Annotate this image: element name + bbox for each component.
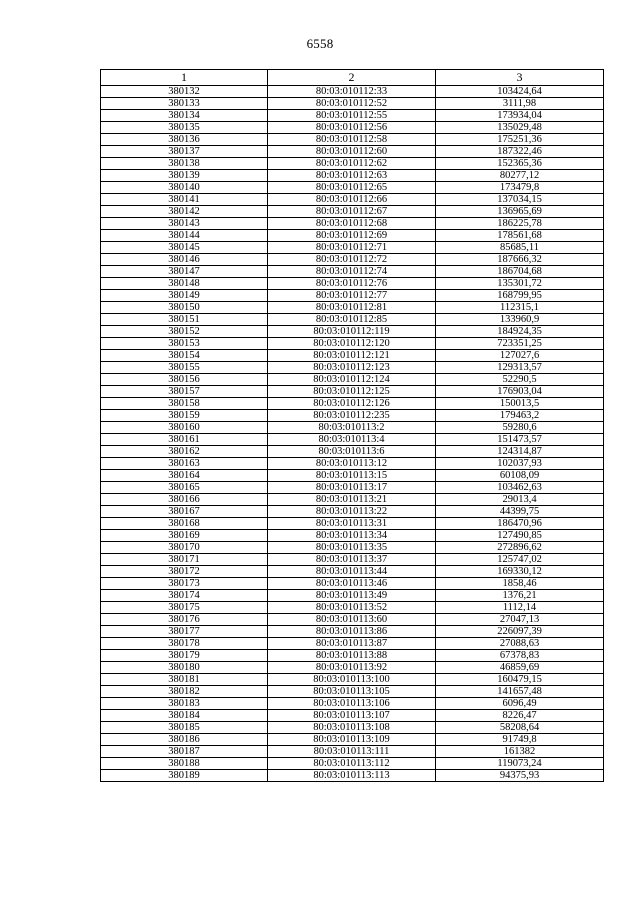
value-cell: 58208,64	[436, 722, 604, 734]
cadastral-number-cell: 80:03:010113:109	[268, 734, 436, 746]
table-body	[101, 86, 604, 782]
value-cell: 176903,04	[436, 386, 604, 398]
cadastral-number-cell: 80:03:010113:52	[268, 602, 436, 614]
cadastral-number-cell: 80:03:010113:17	[268, 482, 436, 494]
row-id-cell: 380148	[101, 278, 268, 290]
table-row	[101, 362, 604, 374]
row-id-cell: 380142	[101, 206, 268, 218]
cadastral-number-cell: 80:03:010112:120	[268, 338, 436, 350]
table-row	[101, 722, 604, 734]
cadastral-number-cell: 80:03:010112:123	[268, 362, 436, 374]
row-id-cell: 380176	[101, 614, 268, 626]
table-row	[101, 626, 604, 638]
cadastral-number-cell: 80:03:010113:107	[268, 710, 436, 722]
cadastral-number-cell: 80:03:010113:2	[268, 422, 436, 434]
row-id-cell: 380144	[101, 230, 268, 242]
cadastral-number-cell: 80:03:010112:76	[268, 278, 436, 290]
cadastral-number-cell: 80:03:010112:69	[268, 230, 436, 242]
table-row	[101, 422, 604, 434]
row-id-cell: 380138	[101, 158, 268, 170]
row-id-cell: 380183	[101, 698, 268, 710]
row-id-cell: 380178	[101, 638, 268, 650]
row-id-cell: 380182	[101, 686, 268, 698]
row-id-cell: 380175	[101, 602, 268, 614]
cadastral-number-cell: 80:03:010112:52	[268, 98, 436, 110]
cadastral-number-cell: 80:03:010113:46	[268, 578, 436, 590]
row-id-cell: 380172	[101, 566, 268, 578]
table-row	[101, 638, 604, 650]
value-cell: 112315,1	[436, 302, 604, 314]
row-id-cell: 380165	[101, 482, 268, 494]
cadastral-number-cell: 80:03:010112:67	[268, 206, 436, 218]
table-row	[101, 110, 604, 122]
table-row	[101, 182, 604, 194]
cadastral-number-cell: 80:03:010112:85	[268, 314, 436, 326]
table-row	[101, 506, 604, 518]
row-id-cell: 380159	[101, 410, 268, 422]
row-id-cell: 380146	[101, 254, 268, 266]
table-row	[101, 158, 604, 170]
value-cell: 124314,87	[436, 446, 604, 458]
value-cell: 94375,93	[436, 770, 604, 782]
value-cell: 85685,11	[436, 242, 604, 254]
row-id-cell: 380167	[101, 506, 268, 518]
cadastral-number-cell: 80:03:010113:37	[268, 554, 436, 566]
row-id-cell: 380160	[101, 422, 268, 434]
row-id-cell: 380161	[101, 434, 268, 446]
cadastral-number-cell: 80:03:010112:66	[268, 194, 436, 206]
row-id-cell: 380153	[101, 338, 268, 350]
cadastral-number-cell: 80:03:010112:124	[268, 374, 436, 386]
value-cell: 133960,9	[436, 314, 604, 326]
value-cell: 272896,62	[436, 542, 604, 554]
row-id-cell: 380185	[101, 722, 268, 734]
row-id-cell: 380143	[101, 218, 268, 230]
row-id-cell: 380168	[101, 518, 268, 530]
row-id-cell: 380177	[101, 626, 268, 638]
value-cell: 135029,48	[436, 122, 604, 134]
row-id-cell: 380152	[101, 326, 268, 338]
table-row	[101, 674, 604, 686]
cadastral-number-cell: 80:03:010112:58	[268, 134, 436, 146]
row-id-cell: 380150	[101, 302, 268, 314]
row-id-cell: 380174	[101, 590, 268, 602]
value-cell: 127490,85	[436, 530, 604, 542]
table-row	[101, 734, 604, 746]
table-row	[101, 662, 604, 674]
header-row	[101, 70, 604, 86]
cadastral-number-cell: 80:03:010112:63	[268, 170, 436, 182]
table-header	[101, 70, 604, 86]
row-id-cell: 380162	[101, 446, 268, 458]
data-table	[100, 69, 604, 782]
cadastral-number-cell: 80:03:010113:6	[268, 446, 436, 458]
cadastral-number-cell: 80:03:010113:111	[268, 746, 436, 758]
table-row	[101, 314, 604, 326]
row-id-cell: 380170	[101, 542, 268, 554]
value-cell: 136965,69	[436, 206, 604, 218]
value-cell: 52290,5	[436, 374, 604, 386]
value-cell: 119073,24	[436, 758, 604, 770]
cadastral-number-cell: 80:03:010113:44	[268, 566, 436, 578]
table-row	[101, 206, 604, 218]
value-cell: 187666,32	[436, 254, 604, 266]
table-row	[101, 398, 604, 410]
table-row	[101, 746, 604, 758]
value-cell: 3111,98	[436, 98, 604, 110]
value-cell: 137034,15	[436, 194, 604, 206]
table-row	[101, 458, 604, 470]
table-row	[101, 254, 604, 266]
cadastral-number-cell: 80:03:010112:33	[268, 86, 436, 98]
row-id-cell: 380154	[101, 350, 268, 362]
table-row	[101, 758, 604, 770]
table-row	[101, 266, 604, 278]
cadastral-number-cell: 80:03:010112:60	[268, 146, 436, 158]
row-id-cell: 380141	[101, 194, 268, 206]
value-cell: 125747,02	[436, 554, 604, 566]
cadastral-number-cell: 80:03:010112:74	[268, 266, 436, 278]
row-id-cell: 380163	[101, 458, 268, 470]
table-row	[101, 686, 604, 698]
value-cell: 161382	[436, 746, 604, 758]
value-cell: 173479,8	[436, 182, 604, 194]
cadastral-number-cell: 80:03:010113:35	[268, 542, 436, 554]
table-row	[101, 698, 604, 710]
table-row	[101, 338, 604, 350]
table-row	[101, 434, 604, 446]
row-id-cell: 380134	[101, 110, 268, 122]
row-id-cell: 380149	[101, 290, 268, 302]
cadastral-number-cell: 80:03:010112:119	[268, 326, 436, 338]
row-id-cell: 380156	[101, 374, 268, 386]
table-row	[101, 302, 604, 314]
cadastral-number-cell: 80:03:010113:113	[268, 770, 436, 782]
table-row	[101, 374, 604, 386]
value-cell: 178561,68	[436, 230, 604, 242]
cadastral-number-cell: 80:03:010113:88	[268, 650, 436, 662]
table-row	[101, 566, 604, 578]
cadastral-number-cell: 80:03:010113:22	[268, 506, 436, 518]
value-cell: 141657,48	[436, 686, 604, 698]
cadastral-number-cell: 80:03:010113:92	[268, 662, 436, 674]
table-row	[101, 590, 604, 602]
value-cell: 8226,47	[436, 710, 604, 722]
table-row	[101, 578, 604, 590]
value-cell: 80277,12	[436, 170, 604, 182]
cadastral-number-cell: 80:03:010112:56	[268, 122, 436, 134]
page-number: 6558	[306, 36, 334, 51]
row-id-cell: 380135	[101, 122, 268, 134]
value-cell: 175251,36	[436, 134, 604, 146]
cadastral-number-cell: 80:03:010113:87	[268, 638, 436, 650]
row-id-cell: 380136	[101, 134, 268, 146]
column-header-1: 1	[101, 70, 268, 86]
value-cell: 46859,69	[436, 662, 604, 674]
value-cell: 150013,5	[436, 398, 604, 410]
cadastral-number-cell: 80:03:010112:71	[268, 242, 436, 254]
value-cell: 129313,57	[436, 362, 604, 374]
table-row	[101, 410, 604, 422]
cadastral-number-cell: 80:03:010112:125	[268, 386, 436, 398]
table-row	[101, 542, 604, 554]
cadastral-number-cell: 80:03:010112:235	[268, 410, 436, 422]
column-header-3: 3	[436, 70, 604, 86]
row-id-cell: 380132	[101, 86, 268, 98]
row-id-cell: 380187	[101, 746, 268, 758]
cadastral-number-cell: 80:03:010113:112	[268, 758, 436, 770]
value-cell: 186470,96	[436, 518, 604, 530]
cadastral-number-cell: 80:03:010113:34	[268, 530, 436, 542]
row-id-cell: 380189	[101, 770, 268, 782]
value-cell: 226097,39	[436, 626, 604, 638]
row-id-cell: 380147	[101, 266, 268, 278]
table-row	[101, 230, 604, 242]
cadastral-number-cell: 80:03:010113:60	[268, 614, 436, 626]
table-row	[101, 494, 604, 506]
value-cell: 160479,15	[436, 674, 604, 686]
value-cell: 173934,04	[436, 110, 604, 122]
cadastral-number-cell: 80:03:010113:106	[268, 698, 436, 710]
row-id-cell: 380157	[101, 386, 268, 398]
cadastral-number-cell: 80:03:010113:49	[268, 590, 436, 602]
value-cell: 103424,64	[436, 86, 604, 98]
table-row	[101, 554, 604, 566]
row-id-cell: 380137	[101, 146, 268, 158]
cadastral-number-cell: 80:03:010112:72	[268, 254, 436, 266]
cadastral-number-cell: 80:03:010112:77	[268, 290, 436, 302]
value-cell: 184924,35	[436, 326, 604, 338]
value-cell: 102037,93	[436, 458, 604, 470]
cadastral-number-cell: 80:03:010112:121	[268, 350, 436, 362]
value-cell: 1376,21	[436, 590, 604, 602]
cadastral-number-cell: 80:03:010112:55	[268, 110, 436, 122]
value-cell: 103462,63	[436, 482, 604, 494]
value-cell: 169330,12	[436, 566, 604, 578]
table-row	[101, 194, 604, 206]
cadastral-number-cell: 80:03:010113:4	[268, 434, 436, 446]
row-id-cell: 380180	[101, 662, 268, 674]
value-cell: 135301,72	[436, 278, 604, 290]
row-id-cell: 380145	[101, 242, 268, 254]
table-row	[101, 326, 604, 338]
table-row	[101, 218, 604, 230]
value-cell: 152365,36	[436, 158, 604, 170]
row-id-cell: 380184	[101, 710, 268, 722]
row-id-cell: 380133	[101, 98, 268, 110]
row-id-cell: 380166	[101, 494, 268, 506]
value-cell: 186225,78	[436, 218, 604, 230]
value-cell: 168799,95	[436, 290, 604, 302]
value-cell: 27047,13	[436, 614, 604, 626]
value-cell: 1112,14	[436, 602, 604, 614]
cadastral-number-cell: 80:03:010112:81	[268, 302, 436, 314]
table-row	[101, 446, 604, 458]
value-cell: 27088,63	[436, 638, 604, 650]
row-id-cell: 380188	[101, 758, 268, 770]
table-row	[101, 86, 604, 98]
table-row	[101, 482, 604, 494]
table-row	[101, 614, 604, 626]
row-id-cell: 380169	[101, 530, 268, 542]
value-cell: 187322,46	[436, 146, 604, 158]
value-cell: 59280,6	[436, 422, 604, 434]
table-row	[101, 386, 604, 398]
row-id-cell: 380181	[101, 674, 268, 686]
table-row	[101, 134, 604, 146]
table-row	[101, 518, 604, 530]
table-row	[101, 470, 604, 482]
table-row	[101, 146, 604, 158]
table-row	[101, 530, 604, 542]
value-cell: 151473,57	[436, 434, 604, 446]
value-cell: 60108,09	[436, 470, 604, 482]
value-cell: 723351,25	[436, 338, 604, 350]
value-cell: 29013,4	[436, 494, 604, 506]
value-cell: 179463,2	[436, 410, 604, 422]
cadastral-number-cell: 80:03:010112:62	[268, 158, 436, 170]
table-row	[101, 278, 604, 290]
value-cell: 91749,8	[436, 734, 604, 746]
row-id-cell: 380164	[101, 470, 268, 482]
table-row	[101, 710, 604, 722]
column-header-2: 2	[268, 70, 436, 86]
cadastral-number-cell: 80:03:010113:100	[268, 674, 436, 686]
cadastral-number-cell: 80:03:010112:126	[268, 398, 436, 410]
table-row	[101, 770, 604, 782]
row-id-cell: 380139	[101, 170, 268, 182]
cadastral-number-cell: 80:03:010113:21	[268, 494, 436, 506]
cadastral-number-cell: 80:03:010113:105	[268, 686, 436, 698]
row-id-cell: 380186	[101, 734, 268, 746]
table-row	[101, 290, 604, 302]
table-row	[101, 350, 604, 362]
cadastral-number-cell: 80:03:010113:12	[268, 458, 436, 470]
table-row	[101, 650, 604, 662]
table-row	[101, 170, 604, 182]
cadastral-number-cell: 80:03:010112:68	[268, 218, 436, 230]
cadastral-number-cell: 80:03:010113:86	[268, 626, 436, 638]
value-cell: 44399,75	[436, 506, 604, 518]
row-id-cell: 380151	[101, 314, 268, 326]
value-cell: 67378,83	[436, 650, 604, 662]
table-row	[101, 122, 604, 134]
row-id-cell: 380140	[101, 182, 268, 194]
table-row	[101, 602, 604, 614]
cadastral-number-cell: 80:03:010112:65	[268, 182, 436, 194]
value-cell: 186704,68	[436, 266, 604, 278]
value-cell: 1858,46	[436, 578, 604, 590]
row-id-cell: 380171	[101, 554, 268, 566]
row-id-cell: 380179	[101, 650, 268, 662]
row-id-cell: 380158	[101, 398, 268, 410]
cadastral-number-cell: 80:03:010113:31	[268, 518, 436, 530]
cadastral-number-cell: 80:03:010113:15	[268, 470, 436, 482]
table-row	[101, 98, 604, 110]
row-id-cell: 380155	[101, 362, 268, 374]
value-cell: 127027,6	[436, 350, 604, 362]
value-cell: 6096,49	[436, 698, 604, 710]
row-id-cell: 380173	[101, 578, 268, 590]
cadastral-number-cell: 80:03:010113:108	[268, 722, 436, 734]
table-row	[101, 242, 604, 254]
